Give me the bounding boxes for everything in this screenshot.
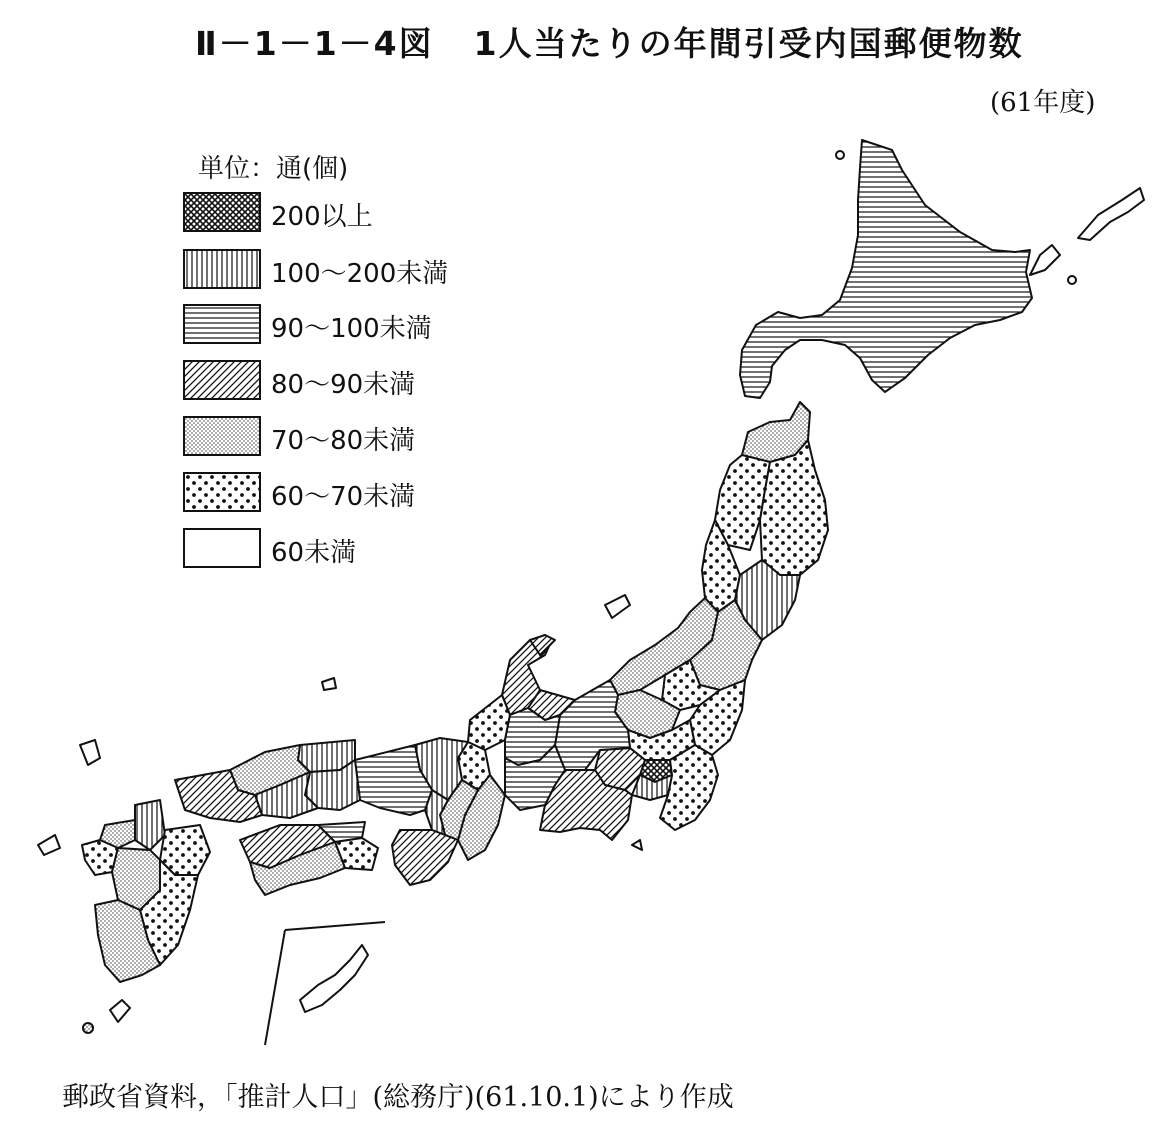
legend-swatch-blank — [183, 528, 261, 568]
sado-island — [605, 595, 630, 618]
legend-swatch-crosshatch — [183, 192, 261, 232]
figure-title-text: 1人当たりの年間引受内国郵便物数 — [473, 24, 1024, 63]
fiscal-year-note: (61年度) — [990, 88, 1096, 118]
legend-label: 100～200未満 — [271, 259, 449, 289]
unit-label: 単位：通(個) — [198, 154, 349, 184]
figure-number: Ⅱ－1－1－4図 — [195, 24, 434, 63]
kuril-islands — [1030, 188, 1144, 275]
legend-label: 70～80未満 — [271, 426, 416, 456]
region-hokkaido — [740, 140, 1032, 398]
legend-label: 60～70未満 — [271, 482, 416, 512]
izu-islands — [632, 840, 642, 850]
legend-swatch-fine-dots — [183, 416, 261, 456]
legend-swatch-vertical — [183, 249, 261, 289]
legend-swatch-dots — [183, 472, 261, 512]
tanegashima-island — [83, 1023, 93, 1033]
yakushima-island — [110, 1000, 130, 1022]
legend-swatch-horizontal — [183, 304, 261, 344]
tsushima-island — [80, 740, 100, 765]
legend-label: 60未満 — [271, 538, 357, 568]
region-fukuoka — [135, 800, 165, 850]
legend-label: 80～90未満 — [271, 370, 416, 400]
legend-swatch-diagonal — [183, 360, 261, 400]
legend-label: 90～100未満 — [271, 314, 432, 344]
goto-islands — [38, 835, 60, 855]
region-wakayama — [392, 830, 458, 885]
source-note: 郵政省資料，「推計人口」(総務庁)(61.10.1)により作成 — [62, 1082, 734, 1113]
legend-label: 200以上 — [271, 202, 373, 232]
oki-islands — [322, 678, 336, 690]
region-okinawa — [300, 945, 368, 1012]
region-fukui — [468, 695, 510, 750]
small-island-east — [1068, 276, 1076, 284]
rishiri-island — [836, 151, 844, 159]
